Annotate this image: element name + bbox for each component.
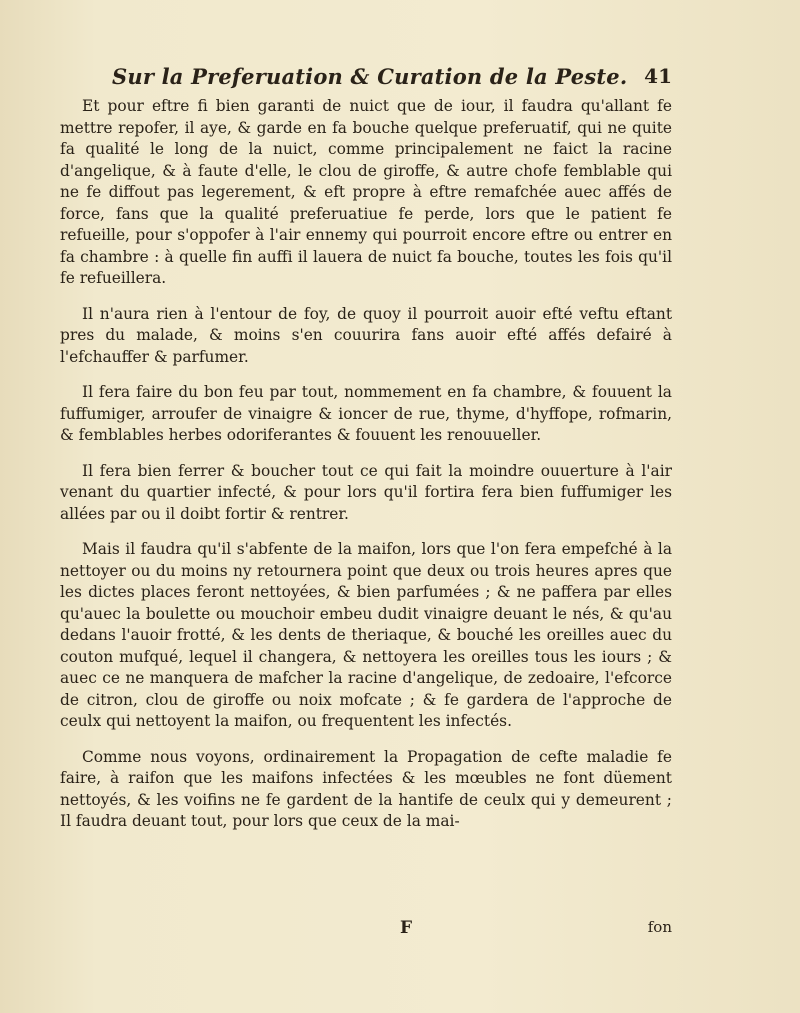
paragraph: Mais il faudra qu'il s'abfente de la maifon, lors que l'on fera empefché à la nettoyer ou du moins ny retournera point que deux ou trois heures apres que les dictes places feront nettoyées, & bien parfumées ; & ne paffera par elles qu'auec la boulette ou mouchoir embeu dudit vinaigre deuant le nés, & qu'au dedans l'auoir frotté, & les dents de theriaque, & bouché les oreilles auec du couton mufqué, lequel il changera, & nettoyera les oreilles tous les iours ; & auec ce ne manquera de mafcher la racine d'angelique, de zedoaire, l'efcorce de citron, clou de giroffe ou noix mofcate ; & fe gardera de l'approche de ceulx qui nettoyent la maifon, ou frequentent les infectés.	[60, 540, 672, 730]
page-footer	[60, 918, 672, 944]
paragraph: Comme nous voyons, ordinairement la Propagation de cefte maladie fe faire, à raifon que les maifons infectées & les mœubles ne font düement nettoyés, & les voifins ne fe gardent de la hantife de ceulx qui y demeurent ; Il faudra deuant tout, pour lors que ceux de la mai-	[60, 747, 672, 830]
page-body	[60, 96, 672, 847]
signature-mark: F	[400, 918, 413, 938]
catchword: fon	[647, 918, 672, 936]
paragraph: Et pour eftre fi bien garanti de nuict que de iour, il faudra qu'allant fe mettre repofer, il aye, & garde en fa bouche quelque preferuatif, qui ne quite fa qualité le long de la nuict, comme principalement ne faict la racine d'angelique, & à faute d'elle, le clou de giroffe, & autre chofe femblable qui ne fe diffout pas legerement, & eft propre à eftre remafchée auec affés de force, fans que la qualité preferuatiue fe perde, lors que le patient fe refueille, pour s'oppofer à l'air ennemy qui pourroit encore eftre ou entrer en fa chambre : à quelle fin auffi il lauera de nuict fa bouche, toutes les fois qu'il fe refueillera.	[60, 97, 672, 287]
paragraph: Il fera faire du bon feu par tout, nommement en fa chambre, & fouuent la fuffumiger, arroufer de vinaigre & ioncer de rue, thyme, d'hyffope, rofmarin, & femblables herbes odoriferantes & fouuent les renouueller.	[60, 383, 672, 444]
running-title: Sur la Preferuation & Curation de la Peste.	[112, 64, 628, 89]
page-number: 41	[644, 64, 672, 88]
paragraph: Il n'aura rien à l'entour de foy, de quoy il pourroit auoir efté veftu eftant pres du malade, & moins s'en couurira fans auoir efté affés defairé à l'efchauffer & parfumer.	[60, 304, 672, 366]
paragraph: Il fera bien ferrer & boucher tout ce qui fait la moindre ouuerture à l'air venant du quartier infecté, & pour lors qu'il fortira fera bien fuffumiger les allées par ou il doibt fortir & rentrer.	[60, 461, 672, 523]
page-header	[112, 60, 672, 94]
